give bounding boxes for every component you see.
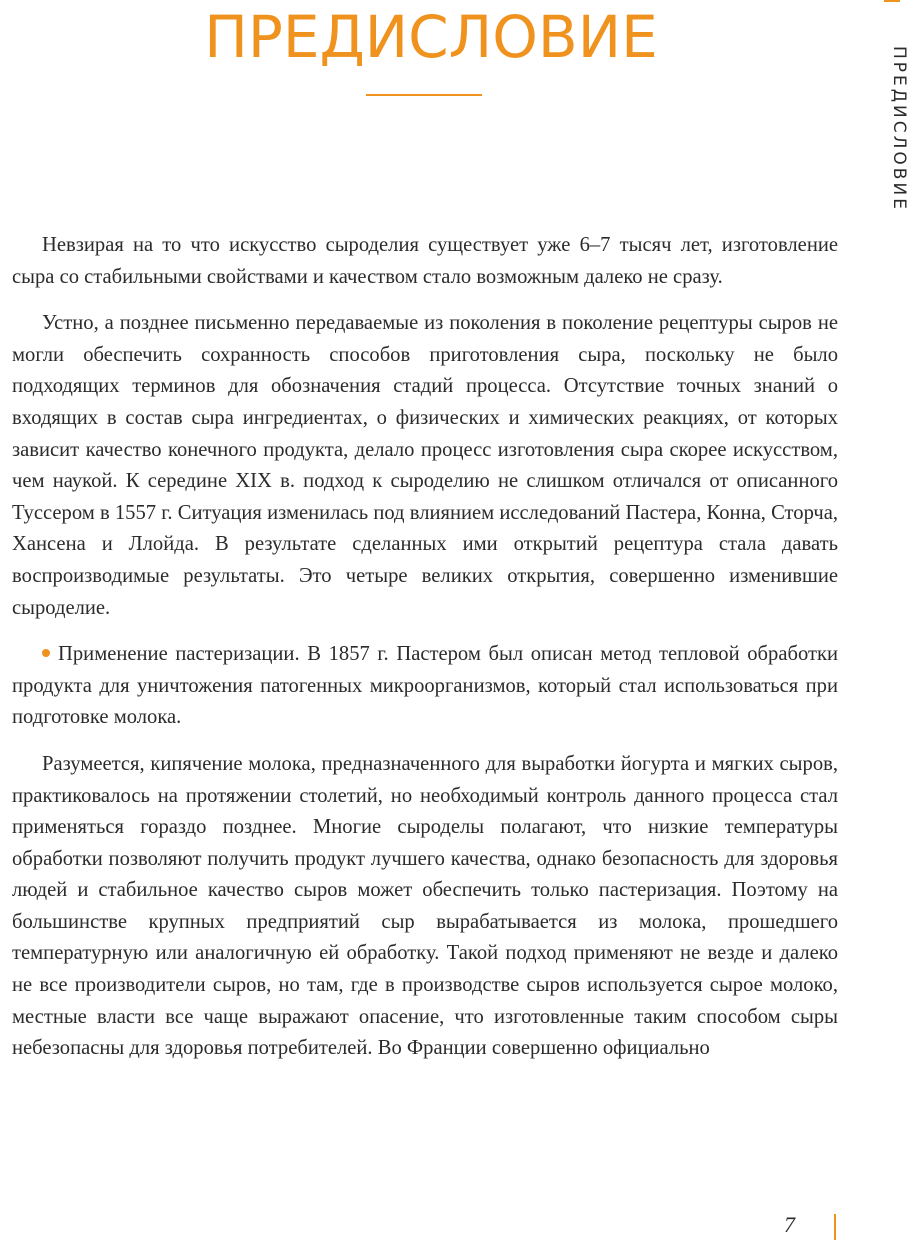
running-header: ПРЕДИСЛОВИЕ [889, 46, 909, 212]
page-number: 7 [784, 1212, 795, 1237]
bullet-text: Применение пастеризации. В 1857 г. Пастером был описан метод тепловой обработки продукта для уничтожения патогенных микроорганизмов, который стал использоваться при подготовке молока. [12, 643, 838, 729]
body-text [12, 230, 838, 1080]
running-header-tick [884, 0, 900, 2]
bullet-paragraph [12, 639, 838, 734]
chapter-title: ПРЕДИСЛОВИЕ [204, 3, 658, 71]
paragraph: Устно, а позднее письменно передаваемые из поколения в поколение рецептуры сыров не могли обеспечить сохранность способов приготовления сыра, поскольку не было подходящих терминов для обозначения стадий процесса. Отсутствие точных знаний о входящих в состав сыра ингредиентах, о физических и химических реакциях, от которых зависит качество конечного продукта, делало процесс изготовления сыра скорее искусством, чем наукой. К середине XIX в. подход к сыроделию не слишком отличался от описанного Туссером в 1557 г. Ситуация изменилась под влиянием исследований Пастера, Конна, Сторча, Хансена и Ллойда. В результате сделанных ими открытий рецептура стала давать воспроизводимые результаты. Это четыре великих открытия, совершенно изменившие сыроделие. [12, 312, 838, 619]
footer-rule [834, 1214, 836, 1240]
bullet-icon [42, 649, 50, 657]
paragraph: Разумеется, кипячение молока, предназначенного для выработки йогурта и мягких сыров, практиковалось на протяжении столетий, но необходимый контроль данного процесса стал применяться гораздо позднее. Многие сыроделы полагают, что низкие температуры обработки позволяют получить продукт лучшего качества, однако безопасность для здоровья людей и стабильное качество сыров может обеспечить только пастеризация. Поэтому на большинстве крупных предприятий сыр вырабатывается из молока, прошедшего температурную или аналогичную ей обработку. Такой подход применяют не везде и далеко не все производители сыров, но там, где в производстве сыров используется сырое молоко, местные власти все чаще выражают опасение, что изготовленные таким способом сыры небезопасны для здоровья потребителей. Во Франции совершенно официально [12, 752, 838, 1060]
paragraph: Невзирая на то что искусство сыроделия существует уже 6–7 тысяч лет, изготовление сыра со стабильными свойствами и качеством стало возможным далеко не сразу. [12, 234, 838, 288]
title-underline [366, 94, 482, 96]
